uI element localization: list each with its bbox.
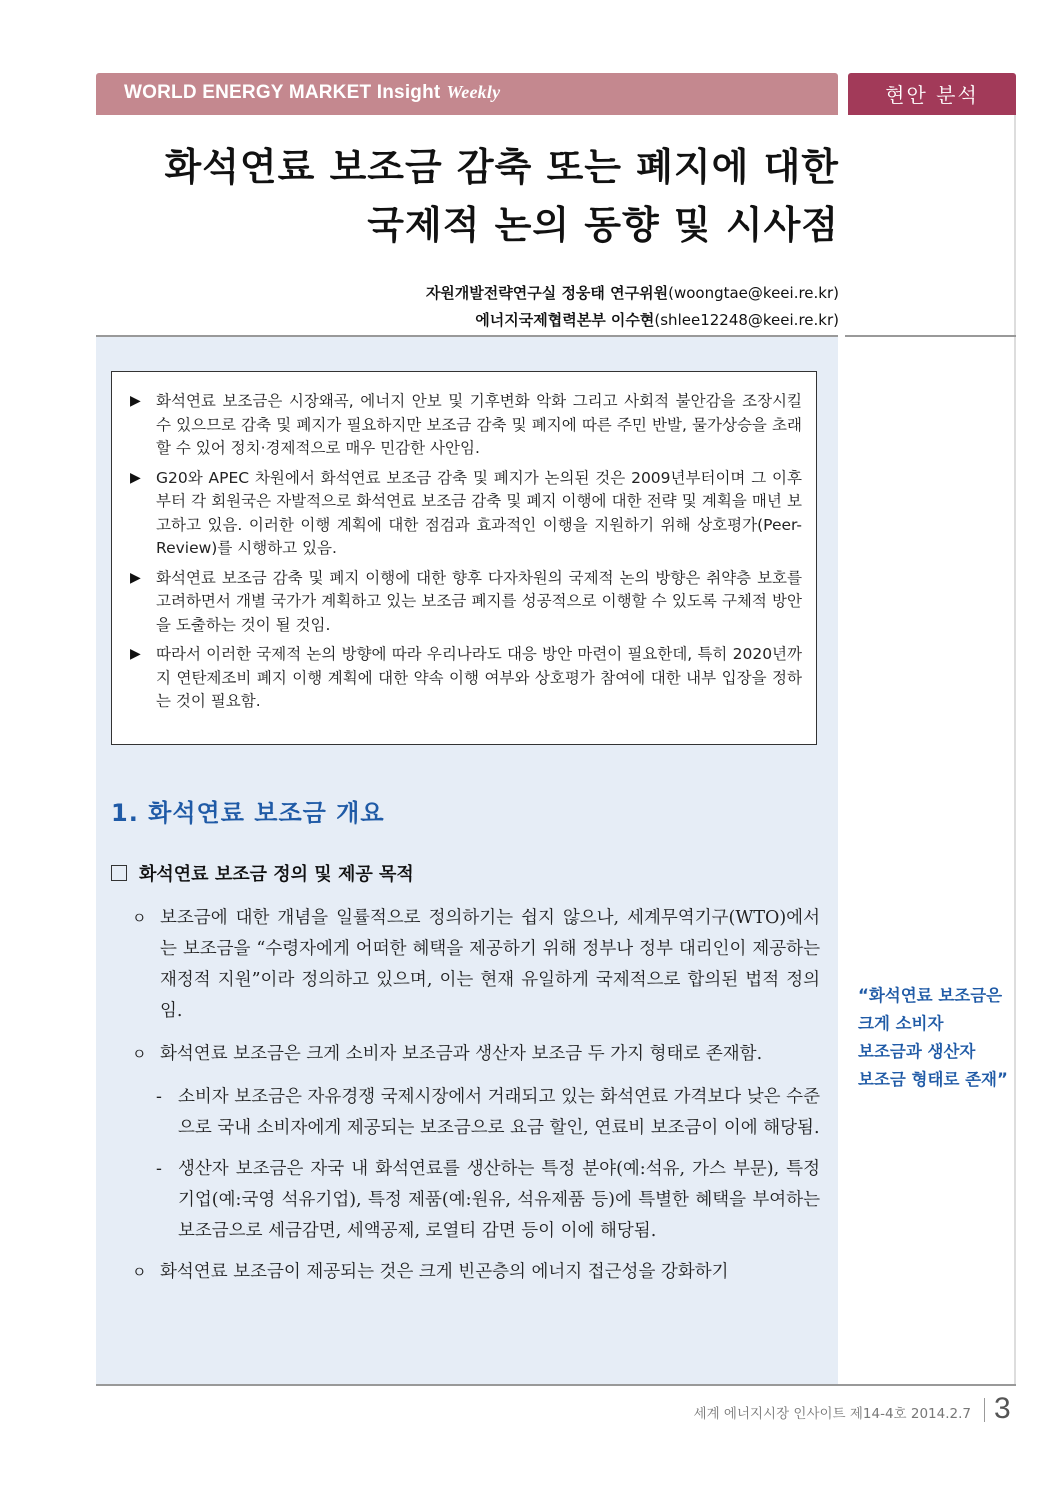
bottom-rule xyxy=(96,1384,1016,1386)
author-1 xyxy=(426,280,839,307)
author-2-affiliation: 에너지국제협력본부 이수현 xyxy=(475,311,655,329)
body-paragraph: ㅇ 화석연료 보조금은 크게 소비자 보조금과 생산자 보조금 두 가지 형태로 존재함. xyxy=(130,1039,820,1070)
checkbox-square-icon xyxy=(111,865,127,881)
title-line-1: 화석연료 보조금 감축 또는 폐지에 대한 xyxy=(164,145,839,189)
dash-bullet: - xyxy=(156,1159,162,1179)
summary-item: ▶ 따라서 이러한 국제적 논의 방향에 따라 우리나라도 대응 방안 마련이 필요한데, 특히 2020년까지 연탄제조비 폐지 이행 계획에 대한 약속 이행 여부와 상호평가 참여에 대한 내부 입장을 정하는 것이 필요함. xyxy=(130,645,802,710)
dash-bullet: - xyxy=(156,1087,162,1107)
circle-bullet-icon: ㅇ xyxy=(132,909,147,927)
footer-text: 세계 에너지시장 인사이트 제14-4호 2014.2.7 xyxy=(693,1406,971,1422)
body-paragraph: ㅇ 화석연료 보조금이 제공되는 것은 크게 빈곤층의 에너지 접근성을 강화하기 xyxy=(130,1257,820,1288)
top-rule-sidebar xyxy=(845,335,1016,337)
summary-item: ▶ 화석연료 보조금 감축 및 폐지 이행에 대한 향후 다자차원의 국제적 논의 방향은 취약층 보호를 고려하면서 개별 국가가 계획하고 있는 보조금 폐지를 성공적으로 이행할 수 있도록 구체적 방안을 도출하는 것이 될 것임. xyxy=(130,568,802,634)
author-1-affiliation: 자원개발전략연구실 정웅태 연구위원 xyxy=(425,284,669,302)
footer-separator xyxy=(984,1398,985,1422)
body-subitem: - 소비자 보조금은 자유경쟁 국제시장에서 거래되고 있는 화석연료 가격보다 낮은 수준으로 국내 소비자에게 제공되는 보조금으로 요금 할인, 연료비 보조금이 이에 해당됨. xyxy=(130,1082,820,1144)
body-paragraph: ㅇ 보조금에 대한 개념을 일률적으로 정의하기는 쉽지 않으나, 세계무역기구(WTO)에서는 보조금을 “수령자에게 어떠한 혜택을 제공하기 위해 정부나 정부 대리인이 제공하는 재정적 지원”이라 정의하고 있으며, 이는 현재 유일하게 국제적으로 합의된 법적 정의임. xyxy=(130,903,820,1027)
publication-weekly: Weekly xyxy=(446,82,501,102)
article-title xyxy=(165,138,839,254)
circle-bullet-icon: ㅇ xyxy=(132,1263,147,1281)
category-tag: 현안 분석 xyxy=(848,73,1016,115)
title-line-2: 국제적 논의 동향 및 시사점 xyxy=(367,203,839,247)
pull-quote: “화석연료 보조금은 크게 소비자 보조금과 생산자 보조금 형태로 존재” xyxy=(858,986,1008,1089)
circle-bullet-icon: ㅇ xyxy=(132,1045,147,1063)
triangle-bullet-icon: ▶ xyxy=(130,469,141,486)
publication-name: WORLD ENERGY MARKET Insight xyxy=(124,82,441,103)
triangle-bullet-icon: ▶ xyxy=(130,393,141,409)
author-block xyxy=(426,280,839,334)
subsection-heading: 화석연료 보조금 정의 및 제공 목적 xyxy=(111,860,414,886)
right-margin-line xyxy=(1014,115,1016,1385)
triangle-bullet-icon: ▶ xyxy=(130,646,141,662)
publication-title xyxy=(124,82,500,104)
body-subitem: - 생산자 보조금은 자국 내 화석연료를 생산하는 특정 분야(예:석유, 가스 부문), 특정 기업(예:국영 석유기업), 특정 제품(예:원유, 석유제품 등)에 특별한 혜택을 부여하는 보조금으로 세금감면, 세액공제, 로열티 감면 등이 이에 해당됨. xyxy=(130,1154,820,1247)
summary-item: ▶ G20와 APEC 차원에서 화석연료 보조금 감축 및 폐지가 논의된 것은 2009년부터이며 그 이후부터 각 회원국은 자발적으로 화석연료 보조금 감축 및 폐지 이행에 대한 전략 및 계획을 매년 보고하고 있음. 이러한 이행 계획에 대한 점검과 효과적인 이행을 지원하기 위해 상호평가(Peer- Review)를 시행하고 있음. xyxy=(130,468,802,557)
summary-box xyxy=(111,371,817,745)
author-1-email: (woongtae@keei.re.kr) xyxy=(668,284,839,302)
triangle-bullet-icon: ▶ xyxy=(130,569,141,586)
page-number: 3 xyxy=(994,1392,1011,1425)
author-2 xyxy=(426,307,839,334)
author-2-email: (shlee12248@keei.re.kr) xyxy=(654,311,839,329)
body-text xyxy=(130,903,820,1300)
section-heading: 1. 화석연료 보조금 개요 xyxy=(111,799,385,827)
summary-item: ▶ 화석연료 보조금은 시장왜곡, 에너지 안보 및 기후변화 악화 그리고 사회적 불안감을 조장시킬 수 있으므로 감축 및 폐지가 필요하지만 보조금 감축 및 폐지에 따른 주민 반발, 물가상승을 초래할 수 있어 정치·경제적으로 매우 민감한 사안임. xyxy=(130,392,802,457)
